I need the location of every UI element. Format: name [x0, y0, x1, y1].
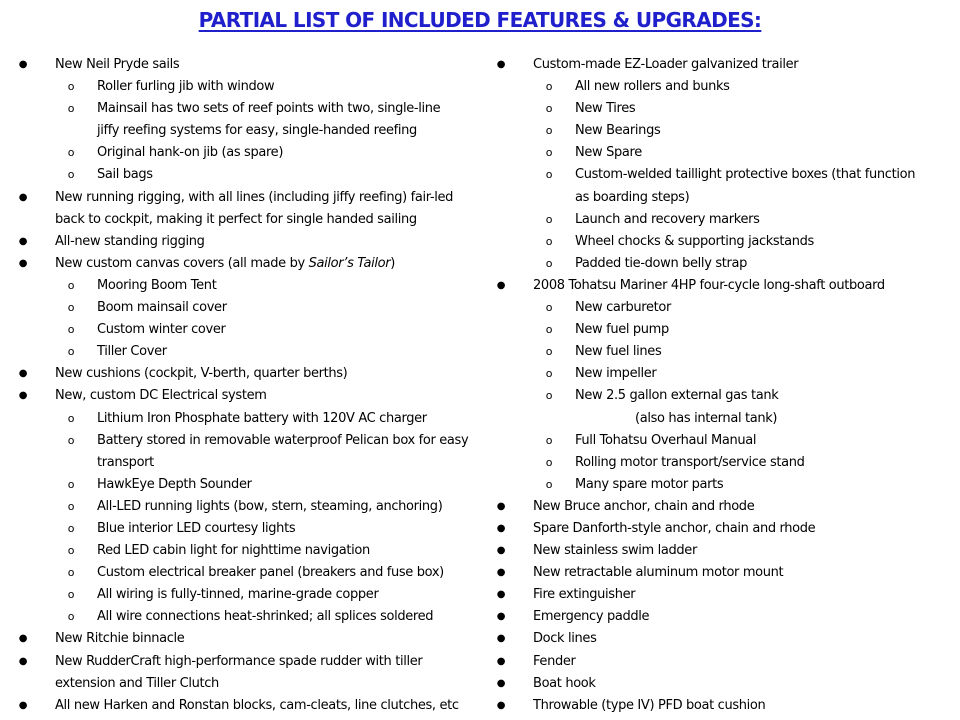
item-text: New Bruce anchor, chain and rhode	[533, 498, 755, 514]
item-text: New running rigging, with all lines (including jiffy reefing) fair-led	[55, 189, 454, 205]
bullet-marker: ●	[496, 677, 506, 689]
sub-list-item	[478, 142, 958, 164]
sub-list-item	[478, 319, 958, 341]
item-text: Custom winter cover	[97, 322, 226, 338]
list-item	[478, 54, 958, 76]
sub-bullet-marker: o	[67, 521, 75, 535]
list-item	[478, 584, 958, 606]
item-text: as boarding steps)	[575, 189, 690, 205]
item-text: New stainless swim ladder	[533, 543, 697, 559]
sub-bullet-marker: o	[67, 323, 75, 337]
sub-bullet-marker: o	[67, 168, 75, 182]
bullet-marker: ●	[18, 59, 28, 70]
list-item	[0, 695, 490, 717]
sub-list-item	[478, 430, 958, 452]
sub-bullet-marker: o	[67, 301, 75, 315]
sub-list-item	[478, 341, 958, 363]
sub-list-item	[0, 430, 490, 452]
sub-bullet-marker: o	[545, 124, 553, 138]
sub-bullet-marker: o	[67, 499, 75, 513]
item-text: New 2.5 gallon external gas tank	[575, 388, 779, 404]
list-item	[478, 628, 958, 650]
list-item	[0, 651, 490, 673]
sub-bullet-marker: o	[545, 367, 553, 381]
item-text: Full Tohatsu Overhaul Manual	[575, 432, 757, 448]
sub-list-item	[478, 253, 958, 275]
bullet-marker: ●	[18, 257, 28, 269]
bullet-marker: ●	[496, 545, 506, 557]
item-text: New retractable aluminum motor mount	[533, 565, 784, 581]
bullet-marker: ●	[496, 279, 506, 291]
list-item	[478, 518, 958, 540]
sub-list-item	[0, 275, 490, 297]
item-text: Rolling motor transport/service stand	[575, 454, 805, 470]
sub-bullet-marker: o	[545, 345, 553, 359]
item-text: Fender	[533, 653, 576, 669]
sub-bullet-marker: o	[545, 102, 553, 116]
sub-bullet-marker: o	[545, 455, 553, 469]
item-text: extension and Tiller Clutch	[55, 675, 219, 691]
item-text: back to cockpit, making it perfect for single handed sailing	[55, 211, 417, 227]
item-text: Sail bags	[97, 167, 153, 183]
sub-bullet-marker: o	[67, 411, 75, 425]
sub-list-item	[478, 385, 958, 407]
item-text: All-LED running lights (bow, stern, steaming, anchoring)	[97, 498, 443, 514]
sub-list-item	[0, 297, 490, 319]
list-item	[0, 54, 490, 76]
bullet-marker: ●	[496, 567, 506, 579]
item-text: Battery stored in removable waterproof Pelican box for easy	[97, 432, 469, 448]
list-item	[478, 651, 958, 673]
bullet-marker: ●	[18, 655, 28, 667]
bullet-marker: ●	[496, 633, 506, 645]
item-text: Dock lines	[533, 631, 597, 647]
sub-bullet-marker: o	[545, 146, 553, 160]
sub-bullet-marker: o	[545, 212, 553, 226]
item-text: Mooring Boom Tent	[97, 277, 217, 293]
right-feature-column	[478, 54, 958, 717]
item-text: jiffy reefing systems for easy, single-handed reefing	[97, 123, 417, 139]
item-text: New Spare	[575, 145, 642, 161]
item-text: New fuel pump	[575, 322, 669, 338]
sub-bullet-marker: o	[545, 80, 553, 94]
list-item	[478, 673, 958, 695]
list-item	[478, 540, 958, 562]
sub-list-item	[0, 142, 490, 164]
item-text: Roller furling jib with window	[97, 79, 275, 95]
item-text: Custom electrical breaker panel (breakers and fuse box)	[97, 565, 444, 581]
item-text: New custom canvas covers (all made by	[55, 255, 309, 271]
item-text: transport	[97, 454, 154, 470]
sub-bullet-marker: o	[67, 278, 75, 292]
item-text: Original hank-on jib (as spare)	[97, 145, 284, 161]
sub-list-item	[478, 164, 958, 186]
bullet-marker: ●	[496, 699, 506, 711]
sub-bullet-marker: o	[67, 588, 75, 602]
item-text: Red LED cabin light for nighttime navigation	[97, 543, 370, 559]
bullet-marker: ●	[18, 699, 28, 711]
sub-bullet-marker: o	[67, 544, 75, 558]
sub-bullet-marker: o	[67, 610, 75, 624]
list-item	[478, 496, 958, 518]
item-text: Throwable (type IV) PFD boat cushion	[533, 697, 766, 713]
bullet-marker: ●	[496, 59, 506, 70]
sub-bullet-marker: o	[67, 566, 75, 580]
sub-list-item	[0, 408, 490, 430]
bullet-marker: ●	[18, 191, 28, 203]
bullet-marker: ●	[496, 655, 506, 667]
item-text: HawkEye Depth Sounder	[97, 476, 252, 492]
sub-list-item	[0, 76, 490, 98]
item-text: All new Harken and Ronstan blocks, cam-cleats, line clutches, etc	[55, 697, 459, 713]
sub-list-item	[478, 120, 958, 142]
sub-list-item	[478, 98, 958, 120]
item-emphasis: Sailor’s Tailor	[308, 255, 391, 271]
bullet-marker: ●	[496, 500, 506, 512]
bullet-marker: ●	[18, 235, 28, 247]
item-text-after: )	[390, 255, 395, 271]
sub-list-item	[0, 98, 490, 120]
sub-list-item	[478, 297, 958, 319]
item-text: Launch and recovery markers	[575, 211, 760, 227]
sub-list-item	[0, 606, 490, 628]
sub-bullet-marker: o	[545, 477, 553, 491]
sub-list-item	[0, 474, 490, 496]
item-text: All new rollers and bunks	[575, 79, 730, 95]
sub-bullet-marker: o	[67, 146, 75, 160]
sub-list-item	[478, 452, 958, 474]
list-item	[478, 695, 958, 717]
item-text: All wire connections heat-shrinked; all splices soldered	[97, 609, 434, 625]
list-item	[478, 275, 958, 297]
bullet-marker: ●	[18, 633, 28, 645]
item-text: Boat hook	[533, 675, 596, 691]
item-text: New fuel lines	[575, 344, 662, 360]
item-text: Fire extinguisher	[533, 587, 636, 603]
list-item-continuation	[0, 209, 490, 231]
sub-list-item	[478, 474, 958, 496]
sub-list-item	[478, 76, 958, 98]
sub-list-item	[478, 363, 958, 385]
item-text: New impeller	[575, 366, 657, 382]
bullet-marker: ●	[18, 368, 28, 380]
sub-list-item	[0, 584, 490, 606]
bullet-marker: ●	[496, 589, 506, 601]
list-item	[478, 606, 958, 628]
item-text: Spare Danforth-style anchor, chain and rhode	[533, 520, 816, 536]
sub-list-item	[0, 319, 490, 341]
sub-bullet-marker: o	[545, 301, 553, 315]
sub-bullet-marker: o	[545, 234, 553, 248]
sub-list-item	[478, 231, 958, 253]
item-text: (also has internal tank)	[635, 410, 778, 426]
item-text: Custom-welded taillight protective boxes (that function	[575, 167, 916, 183]
list-item-continuation	[0, 673, 490, 695]
item-text: Custom-made EZ-Loader galvanized trailer	[533, 57, 799, 72]
sub-list-item	[0, 540, 490, 562]
item-text: New carburetor	[575, 300, 671, 316]
sub-list-item	[0, 562, 490, 584]
sub-bullet-marker: o	[545, 323, 553, 337]
list-item	[0, 231, 490, 253]
bullet-marker: ●	[496, 611, 506, 623]
list-item	[0, 628, 490, 650]
item-text: Tiller Cover	[97, 344, 167, 360]
sub-list-item	[0, 518, 490, 540]
list-item	[0, 385, 490, 407]
item-text: Mainsail has two sets of reef points with two, single-line	[97, 101, 441, 117]
sub-list-item	[0, 164, 490, 186]
sub-bullet-marker: o	[67, 477, 75, 491]
item-text: New Ritchie binnacle	[55, 631, 185, 647]
list-item-continuation	[478, 408, 958, 430]
bullet-marker: ●	[18, 390, 28, 402]
item-text: New Tires	[575, 101, 636, 117]
item-text: Wheel chocks & supporting jackstands	[575, 233, 814, 249]
item-text: New RudderCraft high-performance spade rudder with tiller	[55, 653, 423, 669]
item-text: New cushions (cockpit, V-berth, quarter berths)	[55, 366, 348, 382]
item-text: Emergency paddle	[533, 609, 650, 625]
list-item	[0, 187, 490, 209]
item-text: New Bearings	[575, 123, 661, 139]
sub-bullet-marker: o	[67, 433, 75, 447]
list-item-continuation	[0, 120, 490, 142]
sub-bullet-marker: o	[545, 389, 553, 403]
left-feature-column	[0, 54, 490, 717]
item-text: New Neil Pryde sails	[55, 57, 180, 72]
sub-bullet-marker: o	[545, 168, 553, 182]
item-text: All wiring is fully-tinned, marine-grade copper	[97, 587, 379, 603]
item-text: All-new standing rigging	[55, 233, 205, 249]
sub-list-item	[478, 209, 958, 231]
sub-bullet-marker: o	[67, 345, 75, 359]
list-item	[0, 363, 490, 385]
item-text: 2008 Tohatsu Mariner 4HP four-cycle long-shaft outboard	[533, 277, 885, 293]
sub-bullet-marker: o	[67, 102, 75, 116]
sub-bullet-marker: o	[67, 80, 75, 94]
sub-list-item	[0, 341, 490, 363]
list-item-continuation	[0, 452, 490, 474]
item-text: Blue interior LED courtesy lights	[97, 520, 296, 536]
item-text: Padded tie-down belly strap	[575, 255, 747, 271]
sub-bullet-marker: o	[545, 256, 553, 270]
item-text: Many spare motor parts	[575, 476, 724, 492]
list-item	[478, 562, 958, 584]
item-text: Lithium Iron Phosphate battery with 120V AC charger	[97, 410, 427, 426]
page-title: PARTIAL LIST OF INCLUDED FEATURES & UPGRADES:	[198, 8, 762, 32]
sub-bullet-marker: o	[545, 433, 553, 447]
item-text: Boom mainsail cover	[97, 300, 227, 316]
list-item-continuation	[478, 187, 958, 209]
sub-list-item	[0, 496, 490, 518]
bullet-marker: ●	[496, 522, 506, 534]
list-item	[0, 253, 490, 275]
item-text: New, custom DC Electrical system	[55, 388, 267, 404]
